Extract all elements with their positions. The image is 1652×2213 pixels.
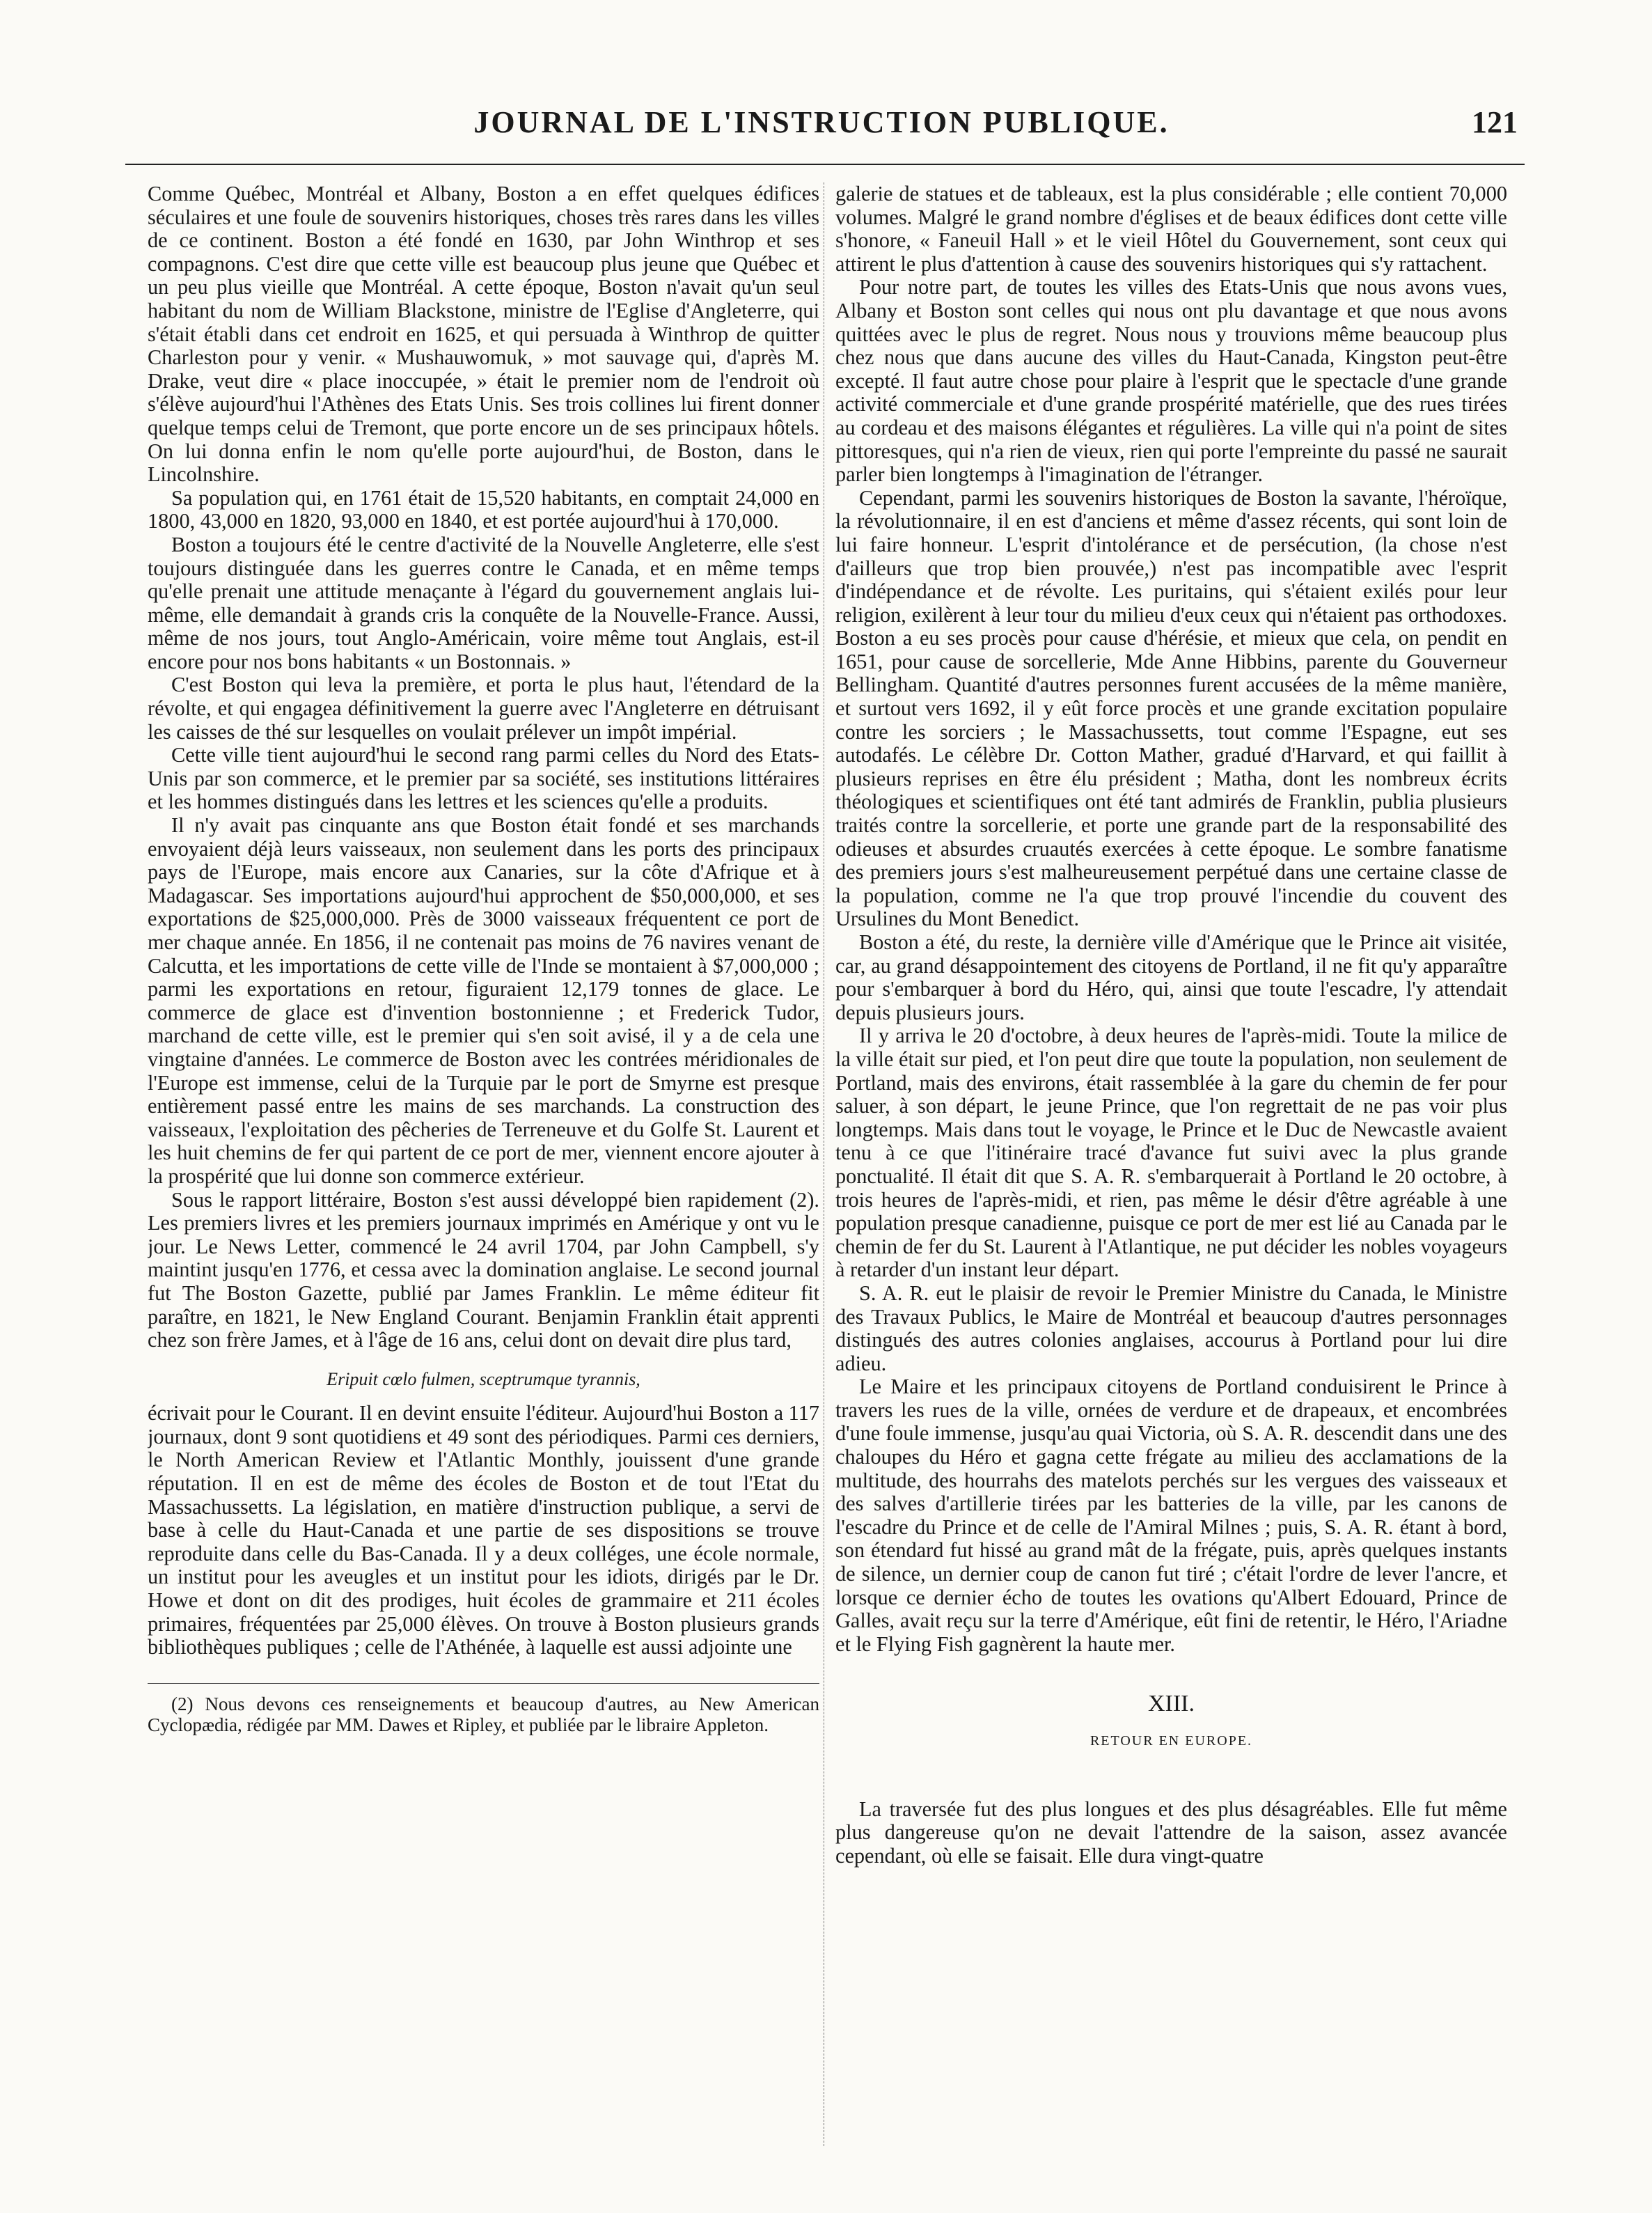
paragraph: Sous le rapport littéraire, Boston s'est aussi développé bien rapidement (2). Les premiers livres et les premiers journaux imprimés en Amérique y ont vu le jour. Le News Letter, commencé le 24 avril 1704, par John Campbell, s'y maintint jusqu'en 1776, et cessa avec la domination anglaise. Le second journal fut The Boston Gazette, publié par James Franklin. Le même éditeur fit paraître, en 1821, le New England Courant. Benjamin Franklin était apprenti chez son frère James, et à l'âge de 16 ans, celui dont on devait dire plus tard, — [148, 1187, 819, 1352]
section-title: RETOUR EN EUROPE. — [1089, 1733, 1253, 1749]
page-number: 121 — [1472, 105, 1518, 139]
paragraph: C'est Boston qui leva la première, et porta le plus haut, l'étendard de la révolte, et qui engagea définitivement la guerre avec l'Angleterre en détruisant les caisses de thé sur lesquelles on voulait prélever un impôt impérial. — [148, 673, 819, 744]
footnote-rule — [148, 1683, 819, 1684]
left-column — [148, 182, 819, 2146]
paragraph: galerie de statues et de tableaux, est la plus considérable ; elle contient 70,000 volumes. Malgré le grand nombre d'églises et de beaux édifices dont cette ville s'honore, « Faneuil Hall » et le vieil Hôtel du Gouvernement, sont ceux qui attirent le plus d'attention à cause des souvenirs historiques qui s'y rattachent. — [835, 182, 1507, 276]
paragraph: Cependant, parmi les souvenirs historiques de Boston la savante, l'héroïque, la révolutionnaire, il en est d'anciens et même d'assez récents, qui sont loin de lui faire honneur. L'esprit d'intolérance et de persécution, (la chose n'est d'ailleurs que trop bien prouvée,) n'est pas incompatible avec l'esprit d'indépendance et de révolte. Les puritains, qui s'étaient exilés pour leur religion, exilèrent à leur tour du milieu d'eux ceux qui n'étaient pas orthodoxes. Boston a eu ses procès pour cause d'hérésie, et mieux que cela, on pendit en 1651, pour cause de sorcellerie, Mde Anne Hibbins, parente du Gouverneur Bellingham. Quantité d'autres personnes furent accusées de la même manière, et surtout vers 1692, il y eût force procès et une grande excitation populaire contre les sorciers ; le Massachussetts, tout comme l'Espagne, eut ses autodafés. Le célèbre Dr. Cotton Mather, gradué d'Harvard, et qui faillit à plusieurs reprises en être élu président ; Matha, dont les nombreux écrits théologiques et scientifiques ont été tant admirés de Franklin, publia plusieurs traités contre la sorcellerie, et porte une grande part de la responsabilité des odieuses et absurdes cruautés exercées à cette époque. Le sombre fanatisme des premiers jours s'est malheureusement perpétué dans une certaine classe de la population, comme ne l'a que trop prouvé l'incendie du couvent des Ursulines du Mont Benedict. — [835, 485, 1507, 931]
paragraph: Boston a toujours été le centre d'activité de la Nouvelle Angleterre, elle s'est toujours distinguée dans les guerres contre le Canada, et en même temps qu'elle prenait une attitude menaçante à l'égard du gouvernement anglais lui-même, elle demandait à grands cris la conquête de la Nouvelle-France. Aussi, même de nos jours, tout Anglo-Américain, voire même tout Anglais, est-il encore pour nos bons habitants « un Bostonnais. » — [148, 532, 819, 673]
section-number: XIII. — [1147, 1691, 1195, 1717]
paragraph: Comme Québec, Montréal et Albany, Boston a en effet quelques édifices séculaires et une foule de souvenirs historiques, choses très rares dans les villes de ce continent. Boston a été fondé en 1630, par John Winthrop et ses compagnons. C'est dire que cette ville est beaucoup plus jeune que Québec et un peu plus vieille que Montréal. A cette époque, Boston n'avait qu'un seul habitant du nom de William Blackstone, ministre de l'Eglise d'Angleterre, qui s'était établi dans cet endroit en 1625, et qui persuada à Winthrop de quitter Charleston pour y venir. « Mushauwomuk, » mot sauvage qui, d'après M. Drake, veut dire « place inoccupée, » était le premier nom de l'endroit où s'élève aujourd'hui l'Athènes des Etats Unis. Ses trois collines lui firent donner quelque temps celui de Tremont, que porte encore un de ses principaux hôtels. On lui donna enfin le nom qu'elle porte aujourd'hui, de Boston, dans le Lincolnshire. — [148, 182, 819, 487]
latin-quote: Eripuit cœlo fulmen, sceptrumque tyrannis, — [327, 1368, 640, 1389]
paragraph: Il y arriva le 20 d'octobre, à deux heures de l'après-midi. Toute la milice de la ville était sur pied, et l'on peut dire que toute la population, non seulement de Portland, mais des environs, était rassemblée à la gare du chemin de fer pour saluer, à son départ, le jeune Prince, que l'on regrettait de ne pas voir plus longtemps. Mais dans tout le voyage, le Prince et le Duc de Newcastle avaient tenu à ce que l'itinéraire tracé d'avance fut suivi avec la plus grande ponctualité. Il était dit que S. A. R. s'embarquerait à Portland le 20 octobre, à trois heures de l'après-midi, et rien, pas même le désir d'être agréable à une population presque canadienne, puisque ce port de mer est lié au Canada par le chemin de fer du St. Laurent à l'Atlantique, ne put décider les nobles voyageurs à retarder d'un instant leur départ. — [835, 1024, 1507, 1282]
header-rule — [125, 164, 1525, 165]
paragraph: Pour notre part, de toutes les villes des Etats-Unis que nous avons vues, Albany et Boston sont celles qui nous ont plu davantage et que nous avons quittées avec le plus de regret. Nous nous y trouvions même beaucoup plus chez nous que dans aucune des villes du Haut-Canada, Kingston peut-être excepté. Il faut autre chose pour plaire à l'esprit que le spectacle d'une grande activité commerciale et d'une grande prospérité matérielle, que des rues tirées au cordeau et des maisons élégantes et régulières. La ville qui n'a point de sites pittoresques, qui n'a rien de vieux, rien qui porte l'empreinte du passé ne saurait parler bien longtemps à l'imagination de l'étranger. — [835, 275, 1507, 487]
paragraph: S. A. R. eut le plaisir de revoir le Premier Ministre du Canada, le Ministre des Travaux Publics, le Maire de Montréal et beaucoup d'autres personnages distingués des autres colonies anglaises, accourus à Portland pour lui dire adieu. — [835, 1281, 1507, 1375]
paragraph: Cette ville tient aujourd'hui le second rang parmi celles du Nord des Etats-Unis par son commerce, et le premier par sa société, ses institutions littéraires et les hommes distingués dans les lettres et les sciences qu'elle a produits. — [148, 743, 819, 814]
paragraph: Il n'y avait pas cinquante ans que Boston était fondé et ses marchands envoyaient déjà leurs vaisseaux, non seulement dans les ports des principaux pays de l'Europe, mais encore aux Canaries, sur la côte d'Afrique et à Madagascar. Ses importations aujourd'hui approchent de $50,000,000, et ses exportations de $25,000,000. Près de 3000 vaisseaux fréquentent ce port de mer chaque année. En 1856, il ne contenait pas moins de 76 navires venant de Calcutta, et les importations de cette ville de l'Inde se montaient à $7,000,000 ; parmi les exportations en retour, figuraient 12,179 tonnes de glace. Le commerce de glace est d'invention bostonnienne ; et Frederick Tudor, marchand de cette ville, est le premier qui s'en soit avisé, il y a de cela une vingtaine d'années. Le commerce de Boston avec les contrées méridionales de l'Europe est immense, celui de la Turquie par le port de Smyrne est presque entièrement passé entre les mains de ses marchands. La construction des vaisseaux, l'exploitation des pêcheries de Terreneuve et du Golfe St. Laurent et les huit chemins de fer qui partent de ce port de mer, viennent encore ajouter à la prospérité que lui donne son commerce extérieur. — [148, 813, 819, 1188]
paragraph: Le Maire et les principaux citoyens de Portland conduisirent le Prince à travers les rues de la ville, ornées de verdure et de drapeaux, et encombrées d'une foule immense, jusqu'au quai Victoria, où S. A. R. descendit dans une des chaloupes du Héro et gagna cette frégate au milieu des acclamations de la multitude, des hourrahs des matelots perchés sur les vergues des vaisseaux et des salves d'artillerie tirées par les batteries de la ville, par les canons de l'escadre du Prince et de celle de l'Amiral Milnes ; puis, S. A. R. étant à bord, son étendard fut hissé au grand mât de la frégate, puis, après quelques instants de silence, un dernier coup de canon fut tiré ; c'était l'ordre de lever l'ancre, et lorsque ce dernier écho de toutes les ovations qu'Albert Edouard, Prince de Galles, avait reçu sur la terre d'Amérique, eût fini de retentir, le Héro, l'Ariadne et le Flying Fish gagnèrent la haute mer. — [835, 1375, 1507, 1656]
journal-title: JOURNAL DE L'INSTRUCTION PUBLIQUE. — [473, 105, 1170, 139]
footnote: (2) Nous devons ces renseignements et beaucoup d'autres, au New American Cyclopædia, rédigée par MM. Dawes et Ripley, et publiée par le libraire Appleton. — [148, 1693, 819, 1735]
page-header — [125, 104, 1518, 153]
paragraph: La traversée fut des plus longues et des plus désagréables. Elle fut même plus dangereuse qu'on ne devait l'attendre de la saison, assez avancée cependant, où elle se faisait. Elle dura vingt-quatre — [835, 1797, 1507, 1868]
paragraph: Sa population qui, en 1761 était de 15,520 habitants, en comptait 24,000 en 1800, 43,000 en 1820, 93,000 en 1840, et est portée aujourd'hui à 170,000. — [148, 485, 819, 533]
paragraph: Boston a été, du reste, la dernière ville d'Amérique que le Prince ait visitée, car, au grand désappointement des citoyens de Portland, il ne fit qu'y apparaître pour s'embarquer à bord du Héro, qui, ainsi que toute l'escadre, l'y attendait depuis plusieurs jours. — [835, 930, 1507, 1024]
paragraph: écrivait pour le Courant. Il en devint ensuite l'éditeur. Aujourd'hui Boston a 117 journaux, dont 9 sont quotidiens et 49 sont des périodiques. Parmi ces derniers, le North American Review et l'Atlantic Monthly, jouissent d'une grande réputation. Il en est de même des écoles de Boston et de tout l'Etat du Massachussetts. La législation, en matière d'instruction publique, a servi de base à celle du Haut-Canada et une partie de ses dispositions se trouve reproduite dans celle du Bas-Canada. Il y a deux colléges, une école normale, un institut pour les aveugles et un institut pour les idiots, dirigés par le Dr. Howe et dont on dit des prodiges, huit écoles de grammaire et 211 écoles primaires, fréquentées par 25,000 élèves. On trouve à Boston plusieurs grands bibliothèques publiques ; celle de l'Athénée, à laquelle est aussi adjointe une — [148, 1401, 819, 1659]
right-column — [835, 182, 1507, 2146]
